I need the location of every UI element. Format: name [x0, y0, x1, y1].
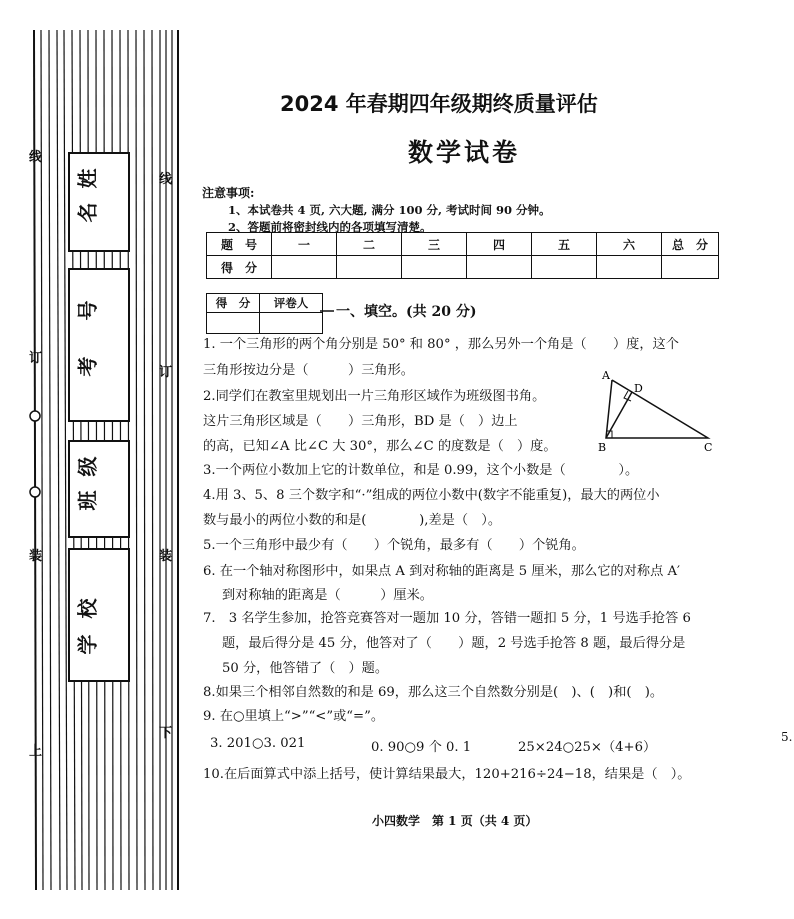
- school-label-2: 学: [75, 634, 100, 655]
- score-header-cell: 一: [272, 233, 337, 256]
- score-header-cell: 二: [337, 233, 402, 256]
- margin-label-shang: 上: [29, 744, 43, 759]
- grader-table: [206, 293, 323, 334]
- question-6-line-2: 到对称轴的距离是（ ）厘米。: [222, 588, 433, 603]
- school-label: 校: [75, 598, 100, 619]
- score-header-cell: 六: [597, 233, 662, 256]
- exam-subtitle: 数学试卷: [408, 138, 521, 167]
- note-2: 2、答题前将密封线内的各项填写清楚。: [228, 220, 432, 234]
- question-6-line-1: 6. 在一个轴对称图形中，如果点 A 到对称轴的距离是 5 厘米，那么它的对称点 A′: [203, 564, 680, 579]
- stray-mark: 5.: [781, 730, 793, 744]
- label-A: A: [602, 369, 610, 382]
- question-9: 9. 在○里填上“>”“<”或“=”。: [203, 709, 385, 724]
- score-header-cell: 四: [467, 233, 532, 256]
- score-cell[interactable]: [597, 256, 662, 279]
- question-7-line-1: 7. 3 名学生参加，抢答竞赛答对一题加 10 分，答错一题扣 5 分，1 号选手抢答 6: [203, 611, 691, 626]
- exam-number-label-2: 考: [75, 356, 100, 377]
- question-2-line-3: 的高，已知∠A 比∠C 大 30°，那么∠C 的度数是（ ）度。: [203, 439, 557, 454]
- exam-number-field[interactable]: [68, 268, 130, 422]
- notes-heading: 注意事项:: [202, 186, 255, 200]
- exam-number-label: 号: [75, 300, 100, 321]
- label-D: D: [634, 382, 643, 395]
- score-header-cell: 题 号: [207, 233, 272, 256]
- margin-label-zhuang: 装: [29, 549, 43, 564]
- question-2-line-1: 2.同学们在教室里规划出一片三角形区域作为班级图书角。: [203, 389, 546, 404]
- question-2-line-2: 这片三角形区域是（ ）三角形，BD 是（ ）边上: [203, 414, 518, 429]
- margin-label-ding: 订: [29, 351, 43, 366]
- question-4-line-2: 数与最小的两位小数的和是( ),差是（ ）。: [203, 513, 502, 528]
- exam-title: 2024 年春期四年级期终质量评估: [280, 92, 598, 116]
- grader-score-cell[interactable]: [207, 313, 260, 334]
- margin-label-xian: 线: [29, 150, 43, 165]
- score-table: [206, 232, 719, 279]
- name-label: 姓: [75, 168, 100, 189]
- score-header-cell: 三: [402, 233, 467, 256]
- margin-label-ding-inner: 订: [159, 365, 173, 380]
- score-cell[interactable]: [272, 256, 337, 279]
- score-cell[interactable]: [337, 256, 402, 279]
- question-1-line-2: 三角形按边分是（ ）三角形。: [203, 363, 414, 378]
- grader-score-header: 得 分: [207, 294, 260, 313]
- label-C: C: [704, 441, 713, 454]
- margin-label-xian-inner: 线: [159, 172, 173, 187]
- question-9-item-3: 25×24○25×（4+6）: [518, 740, 657, 755]
- score-cell[interactable]: [467, 256, 532, 279]
- triangle-figure: [598, 368, 718, 454]
- class-label: 级: [75, 456, 100, 477]
- question-8: 8.如果三个相邻自然数的和是 69，那么这三个自然数分别是( )、( )和( )。: [203, 685, 664, 700]
- score-cell[interactable]: [532, 256, 597, 279]
- question-7-line-3: 50 分，他答错了（ ）题。: [222, 661, 389, 676]
- question-5: 5.一个三角形中最少有（ ）个锐角，最多有（ ）个锐角。: [203, 538, 585, 553]
- class-label-2: 班: [75, 490, 100, 511]
- score-header-cell: 总 分: [662, 233, 719, 256]
- name-label-2: 名: [75, 202, 100, 223]
- score-row-label: 得 分: [207, 256, 272, 279]
- question-9-item-1: 3. 201○3. 021: [210, 736, 306, 751]
- margin-label-zhuang-inner: 装: [159, 549, 173, 564]
- section-1-title: 一、填空。(共 20 分): [336, 304, 477, 320]
- page-footer: 小四数学 第 1 页（共 4 页）: [372, 814, 538, 828]
- grader-line: [320, 309, 334, 313]
- question-4-line-1: 4.用 3、5、8 三个数字和“·”组成的两位小数中(数字不能重复)，最大的两位小: [203, 488, 660, 503]
- question-10: 10.在后面算式中添上括号，使计算结果最大，120+216÷24−18，结果是（ ）。: [203, 767, 691, 782]
- score-cell[interactable]: [402, 256, 467, 279]
- margin-label-xia-inner: 下: [159, 726, 173, 741]
- question-3: 3.一个两位小数加上它的计数单位，和是 0.99，这个小数是（ ）。: [203, 463, 639, 478]
- question-7-line-2: 题，最后得分是 45 分，他答对了（ ）题，2 号选手抢答 8 题，最后得分是: [222, 636, 686, 651]
- label-B: B: [598, 441, 607, 454]
- class-field[interactable]: [68, 440, 130, 538]
- grader-name-header: 评卷人: [260, 294, 323, 313]
- question-9-item-2: 0. 90○9 个 0. 1: [371, 740, 472, 755]
- score-header-cell: 五: [532, 233, 597, 256]
- score-cell[interactable]: [662, 256, 719, 279]
- grader-name-cell[interactable]: [260, 313, 323, 334]
- question-1-line-1: 1. 一个三角形的两个角分别是 50° 和 80° ，那么另外一个角是（ ）度，这个: [203, 337, 679, 352]
- note-1: 1、本试卷共 4 页, 六大题, 满分 100 分, 考试时间 90 分钟。: [228, 203, 551, 217]
